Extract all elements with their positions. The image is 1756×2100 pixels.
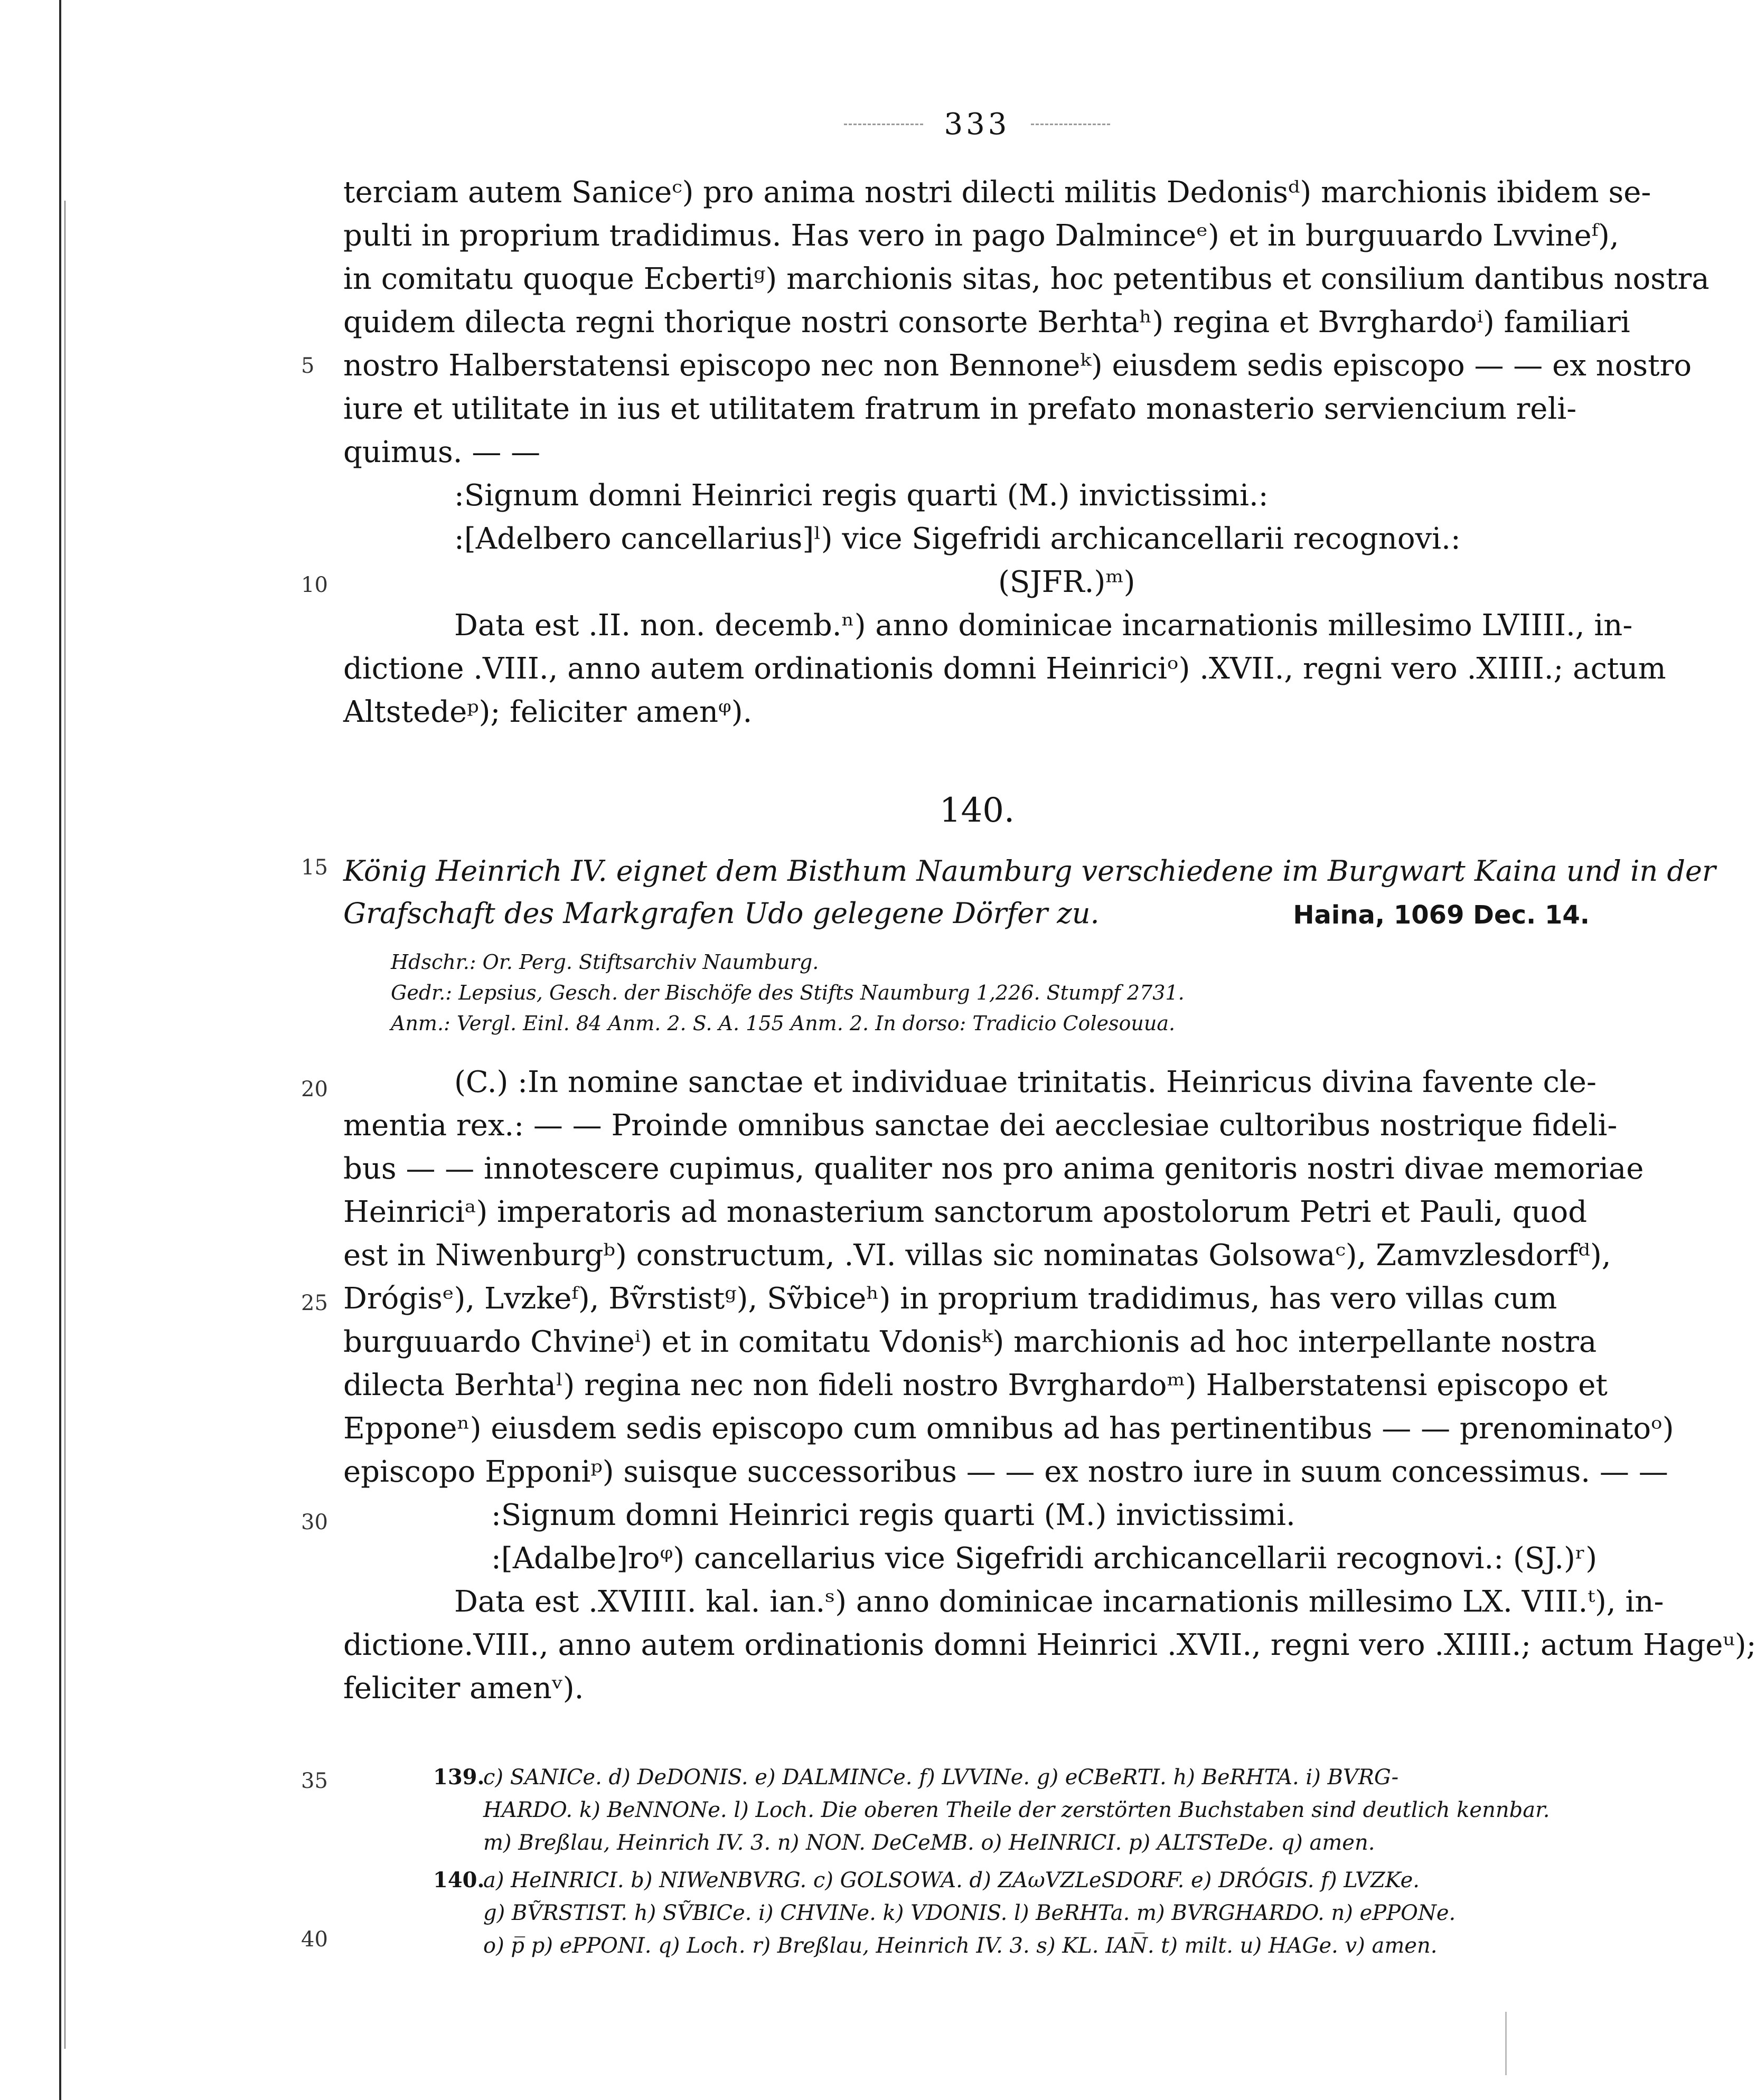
text-line: quidem dilecta regni thorique nostri consorte Berhtaʰ) regina et Bvrghardoⁱ) familiari (343, 305, 1630, 340)
datum-line: Data est .II. non. decemb.ⁿ) anno dominicae incarnationis millesimo LVIIII., in- (454, 608, 1633, 643)
text-line: Altstedeᵖ); feliciter amenᵠ). (343, 695, 753, 729)
text-line: mentia rex.: — — Proinde omnibus sanctae dei aecclesiae cultoribus nostrique fideli- (343, 1108, 1618, 1143)
header-rule-right (1031, 124, 1110, 125)
text-line: in comitatu quoque Ecbertiᵍ) marchionis sitas, hoc petentibus et consilium dantibus nostra (343, 262, 1710, 296)
line-number: 10 (301, 573, 328, 597)
line-number: 15 (301, 855, 328, 880)
line-number: 35 (301, 1769, 328, 1793)
text-line: iure et utilitate in ius et utilitatem fratrum in prefato monasterio serviencium reli- (343, 392, 1577, 426)
doc-140-text (343, 1061, 1756, 1716)
footnote-line: m) Breßlau, Heinrich IV. 3. n) NON. DeCeMB. o) HeINRICI. p) ALTSTeDe. q) amen. (483, 1831, 1375, 1855)
footnote-line: o) p̅ p) ePPONI. q) Loch. r) Breßlau, Heinrich IV. 3. s) KL. IAN̅. t) milt. u) HAGe. v) amen. (483, 1934, 1438, 1958)
footnote-label-139 (433, 1761, 485, 1794)
text-line: dilecta Berhtaˡ) regina nec non fideli nostro Bvrghardoᵐ) Halberstatensi episcopo et (343, 1368, 1608, 1402)
text-line: Epponeⁿ) eiusdem sedis episcopo cum omnibus ad has pertinentibus — — prenominatoᵒ) (343, 1411, 1674, 1446)
apparatus-line: Anm.: Vergl. Einl. 84 Anm. 2. S. A. 155 Anm. 2. In dorso: Tradicio Colesouua. (391, 1012, 1176, 1035)
footnote-line: g) BṼRSTIST. h) SṼBICe. i) CHVINe. k) VDONIS. l) BeRHTa. m) BVRGHARDO. n) ePPONe. (483, 1901, 1456, 1925)
text-line: episcopo Epponiᵖ) suisque successoribus — — ex nostro iure in suum concessimus. — — (343, 1455, 1668, 1489)
place-date: Haina, 1069 Dec. 14. (1293, 900, 1590, 930)
regest-line: Grafschaft des Markgrafen Udo gelegene Dörfer zu. (343, 897, 1100, 930)
footnote-line: a) HeINRICI. b) NIWeNBVRG. c) GOLSOWA. d) ZAωVZLeSDORF. e) DRÓGIS. f) LVZKe. (483, 1868, 1420, 1892)
text-line: pulti in proprium tradidimus. Has vero in pago Dalminceᵉ) et in burguuardo Lvvineᶠ), (343, 219, 1619, 253)
text-line: bus — — innotescere cupimus, qualiter nos pro anima genitoris nostri divae memoriae (343, 1152, 1644, 1186)
footnote-number: 140. (433, 1868, 485, 1892)
text-line: (C.) :In nomine sanctae et individuae trinitatis. Heinricus divina favente cle- (454, 1065, 1597, 1099)
footnote-number: 139. (433, 1765, 485, 1790)
recognition-line: :[Adalbe]roᵠ) cancellarius vice Sigefridi archicancellarii recognovi.: (SJ.)ʳ) (491, 1541, 1598, 1576)
line-number: 30 (301, 1510, 328, 1534)
recognition-line: :[Adelbero cancellarius]ˡ) vice Sigefridi archicancellarii recognovi.: (454, 522, 1461, 556)
regest-line: König Heinrich IV. eignet dem Bisthum Naumburg verschiedene im Burgwart Kaina und in der (343, 854, 1716, 888)
binding-edge-line (59, 0, 61, 2100)
text-line: feliciter amenᵛ). (343, 1671, 584, 1706)
text-line: Drógisᵉ), Lvzkeᶠ), Bṽrstistᵍ), Sṽbiceʰ) in proprium tradidimus, has vero villas cum (343, 1282, 1557, 1316)
footnotes (433, 1761, 1595, 1988)
apparatus-line: Gedr.: Lepsius, Gesch. der Bischöfe des Stifts Naumburg 1,226. Stumpf 2731. (391, 981, 1185, 1004)
regest (343, 850, 1716, 940)
line-number: 5 (301, 354, 315, 378)
line-number: 40 (301, 1927, 328, 1952)
datum-line: Data est .XVIIII. kal. ian.ˢ) anno dominicae incarnationis millesimo LX. VIII.ᵗ), in- (454, 1585, 1664, 1619)
signum-line: :Signum domni Heinrici regis quarti (M.) invictissimi. (491, 1498, 1295, 1532)
apparatus (391, 948, 1553, 1043)
doc-139-text (343, 172, 1710, 742)
footnote-line: c) SANICe. d) DeDONIS. e) DALMINCe. f) LVVINe. g) eCBeRTI. h) BeRHTA. i) BVRG- (483, 1765, 1399, 1790)
page-mark (1505, 2012, 1507, 2075)
footnote-line: HARDO. k) BeNNONe. l) Loch. Die oberen Theile der zerstörten Buchstaben sind deutlich kennbar. (483, 1798, 1550, 1822)
text-line: nostro Halberstatensi episcopo nec non Bennoneᵏ) eiusdem sedis episcopo — — ex nostro (343, 349, 1692, 383)
signum-line: :Signum domni Heinrici regis quarti (M.) invictissimi.: (454, 478, 1269, 513)
footnote-label-140 (433, 1864, 485, 1897)
page-number: 333 (944, 107, 1010, 142)
text-line: terciam autem Saniceᶜ) pro anima nostri dilecti militis Dedonisᵈ) marchionis ibidem se- (343, 175, 1651, 210)
document-number: 140. (939, 791, 1015, 830)
monogram-line: (SJFR.)ᵐ) (998, 565, 1135, 599)
text-line: quimus. — — (343, 435, 541, 469)
binding-edge-line-inner (64, 201, 65, 2049)
text-line: burguuardo Chvineⁱ) et in comitatu Vdonisᵏ) marchionis ad hoc interpellante nostra (343, 1325, 1597, 1359)
text-line: Heinriciᵃ) imperatoris ad monasterium sanctorum apostolorum Petri et Pauli, quod (343, 1195, 1588, 1229)
page-header (819, 100, 1135, 148)
text-line: dictione .VIII., anno autem ordinationis domni Heinriciᵒ) .XVII., regni vero .XIIII.; actum (343, 652, 1666, 686)
line-number: 20 (301, 1077, 328, 1101)
apparatus-line: Hdschr.: Or. Perg. Stiftsarchiv Naumburg. (391, 950, 819, 974)
header-rule-left (844, 124, 923, 125)
text-line: est in Niwenburgᵇ) constructum, .VI. villas sic nominatas Golsowaᶜ), Zamvzlesdorfᵈ), (343, 1238, 1611, 1273)
text-line: dictione.VIII., anno autem ordinationis domni Heinrici .XVII., regni vero .XIIII.; actum Hageᵘ); (343, 1628, 1756, 1662)
line-number: 25 (301, 1291, 328, 1315)
